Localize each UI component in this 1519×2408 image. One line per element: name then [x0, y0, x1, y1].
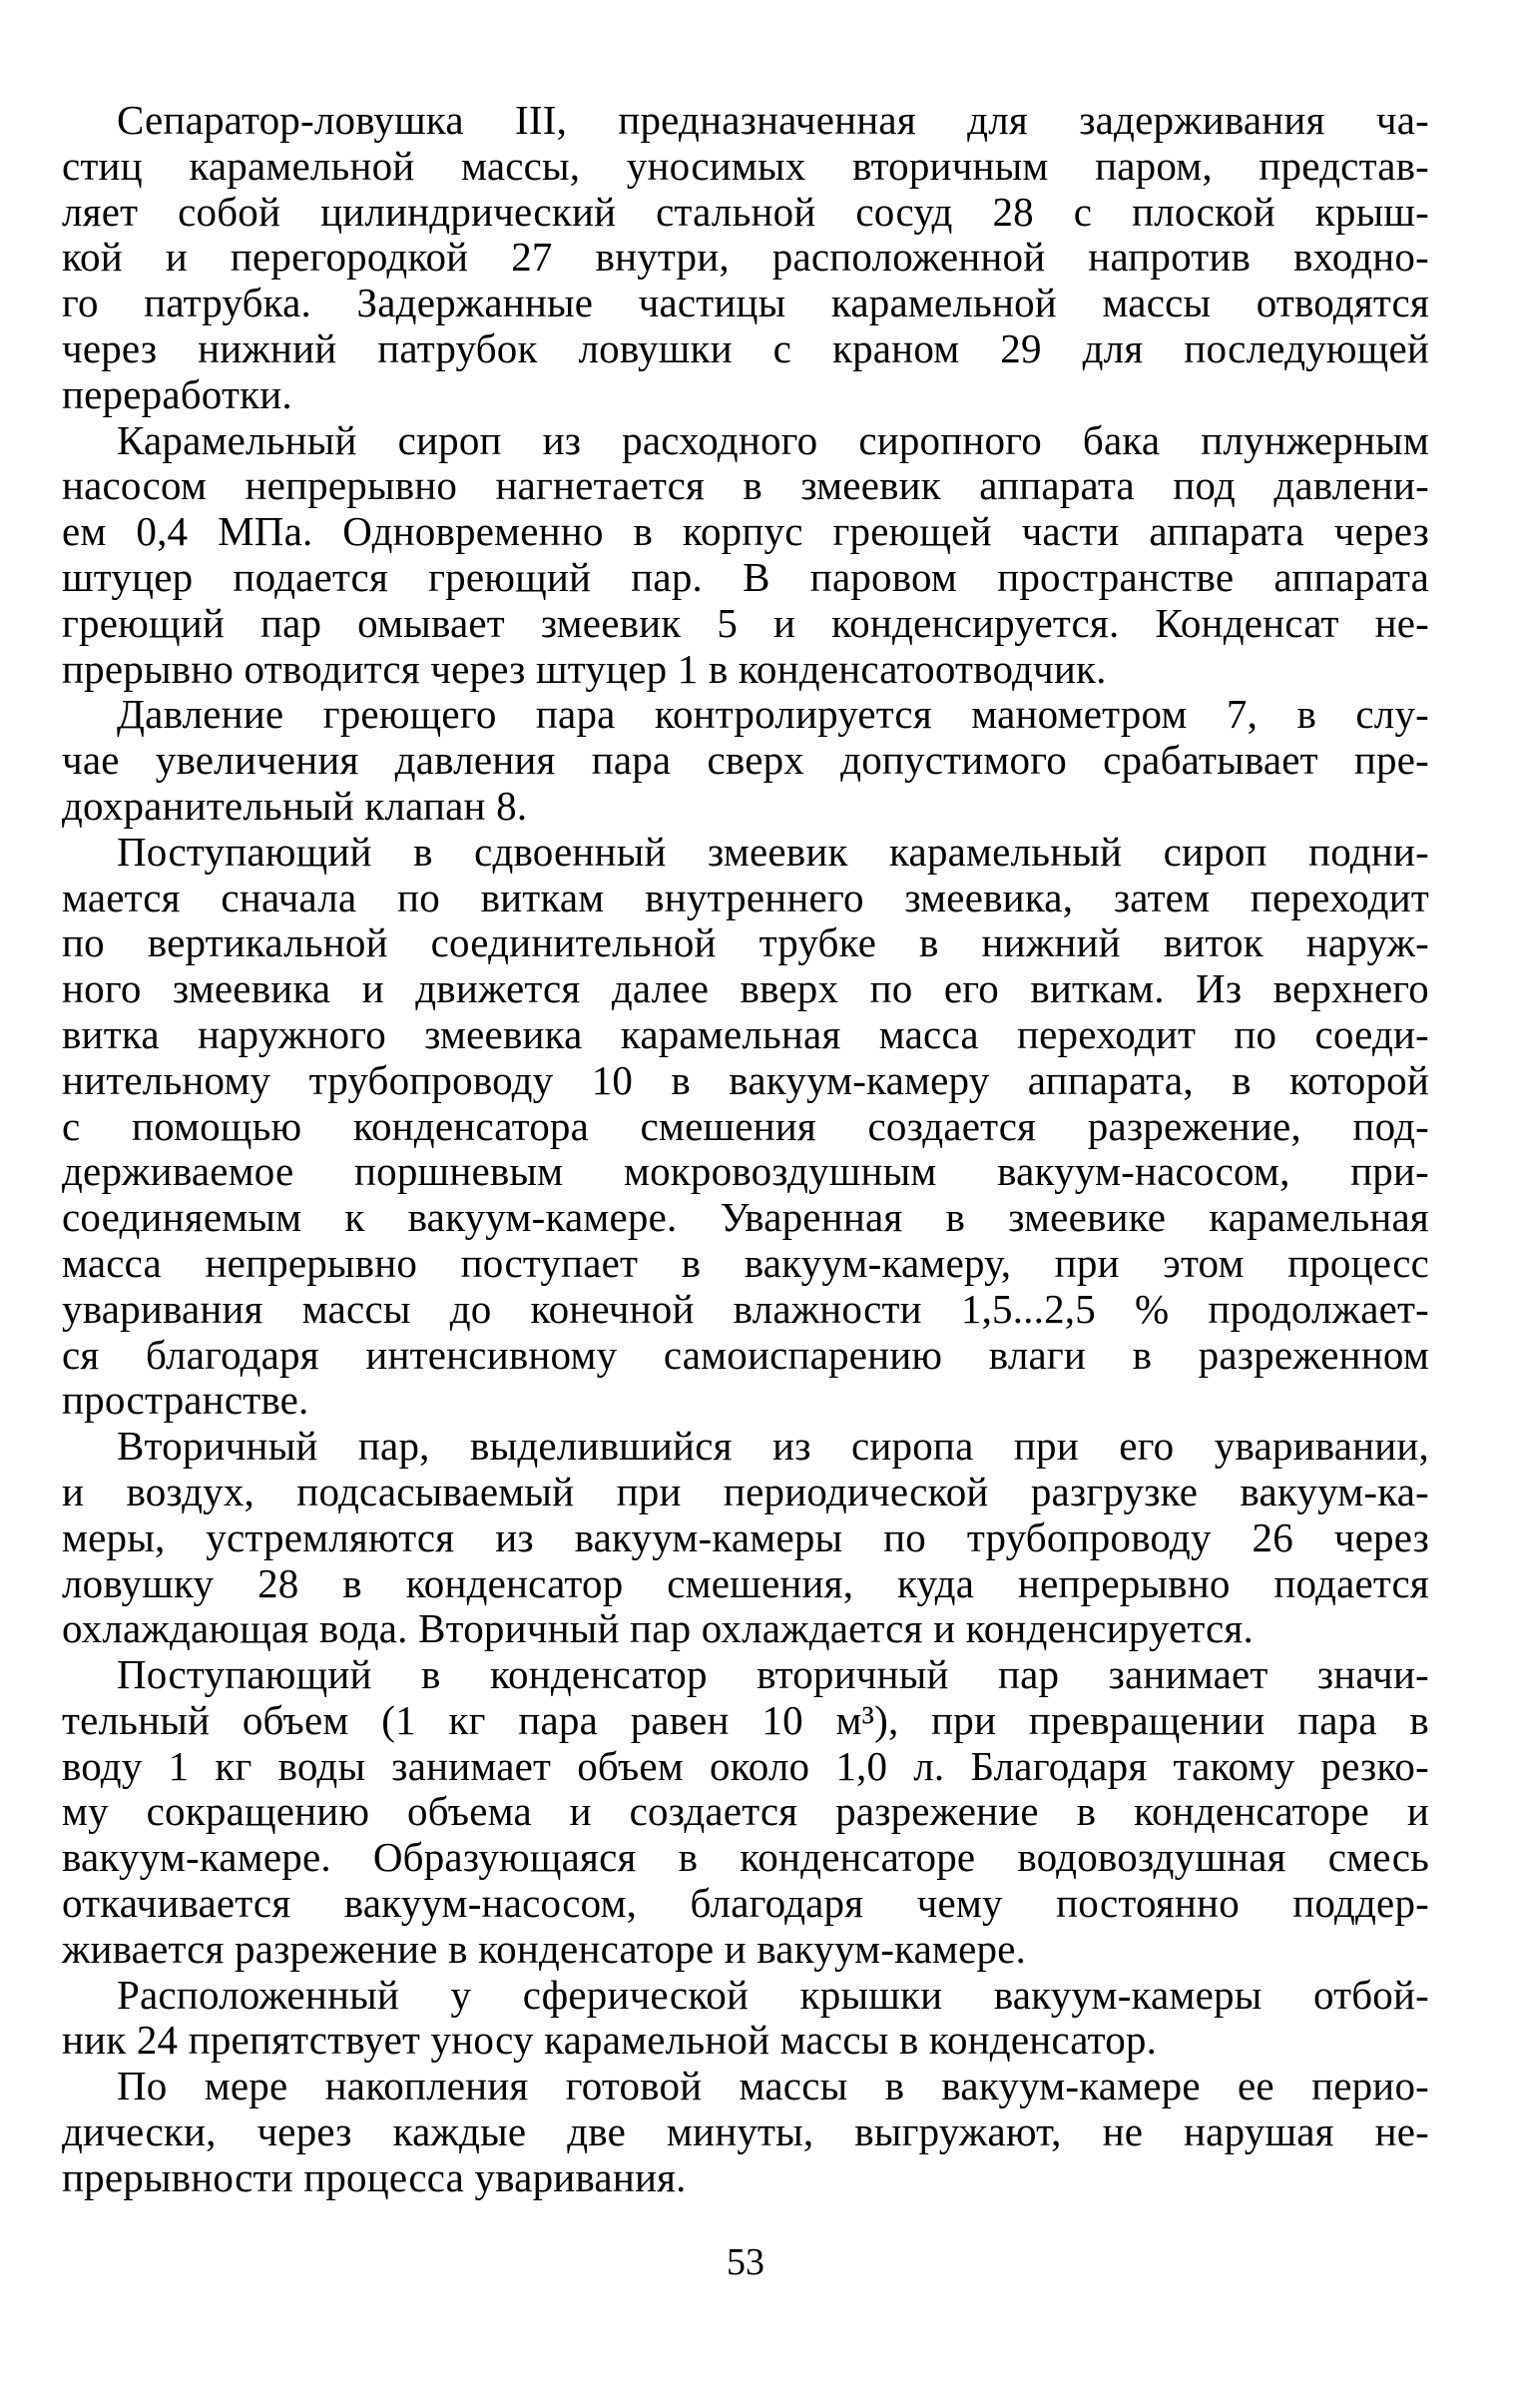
text-line: ного змеевика и движется далее вверх по его виткам. Из верхнего — [62, 965, 1429, 1012]
text-line: живается разрежение в конденсаторе и вакуум-камере. — [62, 1925, 1027, 1972]
text-line: ся благодаря интенсивному самоиспарению влаги в разреженном — [62, 1331, 1429, 1378]
text-line: по вертикальной соединительной трубке в нижний виток наруж- — [62, 919, 1429, 966]
text-line: Вторичный пар, выделившийся из сиропа при его уваривании, — [117, 1423, 1429, 1470]
paragraph — [62, 418, 1429, 693]
text-line: ловушку 28 в конденсатор смешения, куда непрерывно подается — [62, 1559, 1429, 1606]
text-line: штуцер подается греющий пар. В паровом пространстве аппарата — [62, 553, 1429, 600]
text-line: прерывно отводится через штуцер 1 в конденсатоотводчик. — [62, 645, 1107, 692]
text-line: охлаждающая вода. Вторичный пар охлаждается и конденсируется. — [62, 1605, 1254, 1652]
text-line: воду 1 кг воды занимает объем около 1,0 л. Благодаря такому резко- — [62, 1742, 1429, 1789]
text-line: с помощью конденсатора смешения создается разрежение, под- — [62, 1102, 1429, 1149]
text-line: пространстве. — [62, 1377, 309, 1424]
paragraph — [62, 2064, 1429, 2200]
paragraph — [62, 692, 1429, 829]
text-line: насосом непрерывно нагнетается в змеевик аппарата под давлени- — [62, 462, 1429, 509]
paragraph — [62, 1652, 1429, 1973]
text-line: откачивается вакуум-насосом, благодаря чему постоянно поддер- — [62, 1880, 1429, 1927]
text-line: тельный объем (1 кг пара равен 10 м³), при превращении пара в — [62, 1696, 1429, 1743]
text-line: Поступающий в конденсатор вторичный пар занимает значи- — [117, 1651, 1429, 1698]
text-line: По мере накопления готовой массы в вакуум-камере ее перио- — [117, 2063, 1429, 2109]
text-line: нительному трубопроводу 10 в вакуум-камеру аппарата, в которой — [62, 1056, 1429, 1103]
text-line: стиц карамельной массы, уносимых вторичным паром, представ- — [62, 142, 1429, 189]
text-line: ем 0,4 МПа. Одновременно в корпус греющей части аппарата через — [62, 508, 1429, 555]
text-line: Карамельный сироп из расходного сиропного бака плунжерным — [117, 416, 1429, 463]
text-line: витка наружного змеевика карамельная масса переходит по соеди- — [62, 1010, 1429, 1057]
text-line: го патрубка. Задержанные частицы карамельной массы отводятся — [62, 280, 1429, 326]
text-line: вакуум-камере. Образующаяся в конденсаторе водовоздушная смесь — [62, 1834, 1429, 1881]
text-line: ляет собой цилиндрический стальной сосуд 28 с плоской крыш- — [62, 188, 1429, 235]
text-line: чае увеличения давления пара сверх допустимого срабатывает пре- — [62, 737, 1429, 784]
text-line: кой и перегородкой 27 внутри, расположенной напротив входно- — [62, 234, 1429, 281]
text-line: Сепаратор-ловушка III, предназначенная для задерживания ча- — [117, 97, 1429, 143]
text-line: прерывности процесса уваривания. — [62, 2153, 687, 2200]
text-line: Давление греющего пара контролируется манометром 7, в слу- — [117, 691, 1429, 738]
text-line: дохранительный клапан 8. — [62, 782, 528, 829]
paragraph — [62, 1973, 1429, 2065]
text-line: греющий пар омывает змеевик 5 и конденсируется. Конденсат не- — [62, 599, 1429, 646]
text-line: держиваемое поршневым мокровоздушным вакуум-насосом, при- — [62, 1148, 1429, 1195]
text-line: Поступающий в сдвоенный змеевик карамельный сироп подни- — [117, 828, 1429, 875]
text-line: и воздух, подсасываемый при периодической разгрузке вакуум-ка- — [62, 1468, 1429, 1514]
paragraph — [62, 830, 1429, 1424]
text-line: через нижний патрубок ловушки с краном 29 для последующей — [62, 324, 1429, 371]
body-text — [62, 98, 1429, 2201]
text-line: соединяемым к вакуум-камере. Уваренная в змеевике карамельная — [62, 1194, 1429, 1241]
text-line: мается сначала по виткам внутреннего змеевика, затем переходит — [62, 874, 1429, 920]
text-line: ник 24 препятствует уносу карамельной массы в конденсатор. — [62, 2017, 1158, 2064]
text-line: Расположенный у сферической крышки вакуум-камеры отбой- — [117, 1971, 1429, 2018]
text-line: меры, устремляются из вакуум-камеры по трубопроводу 26 через — [62, 1513, 1429, 1560]
text-line: му сокращению объема и создается разрежение в конденсаторе и — [62, 1788, 1429, 1835]
text-line: переработки. — [62, 370, 292, 417]
text-line: масса непрерывно поступает в вакуум-камеру, при этом процесс — [62, 1239, 1429, 1286]
page-number: 53 — [727, 2241, 764, 2283]
text-line: дически, через каждые две минуты, выгружают, не нарушая не- — [62, 2108, 1429, 2155]
paragraph — [62, 1424, 1429, 1652]
paragraph — [62, 98, 1429, 418]
text-line: уваривания массы до конечной влажности 1,5...2,5 % продолжает- — [62, 1285, 1429, 1332]
